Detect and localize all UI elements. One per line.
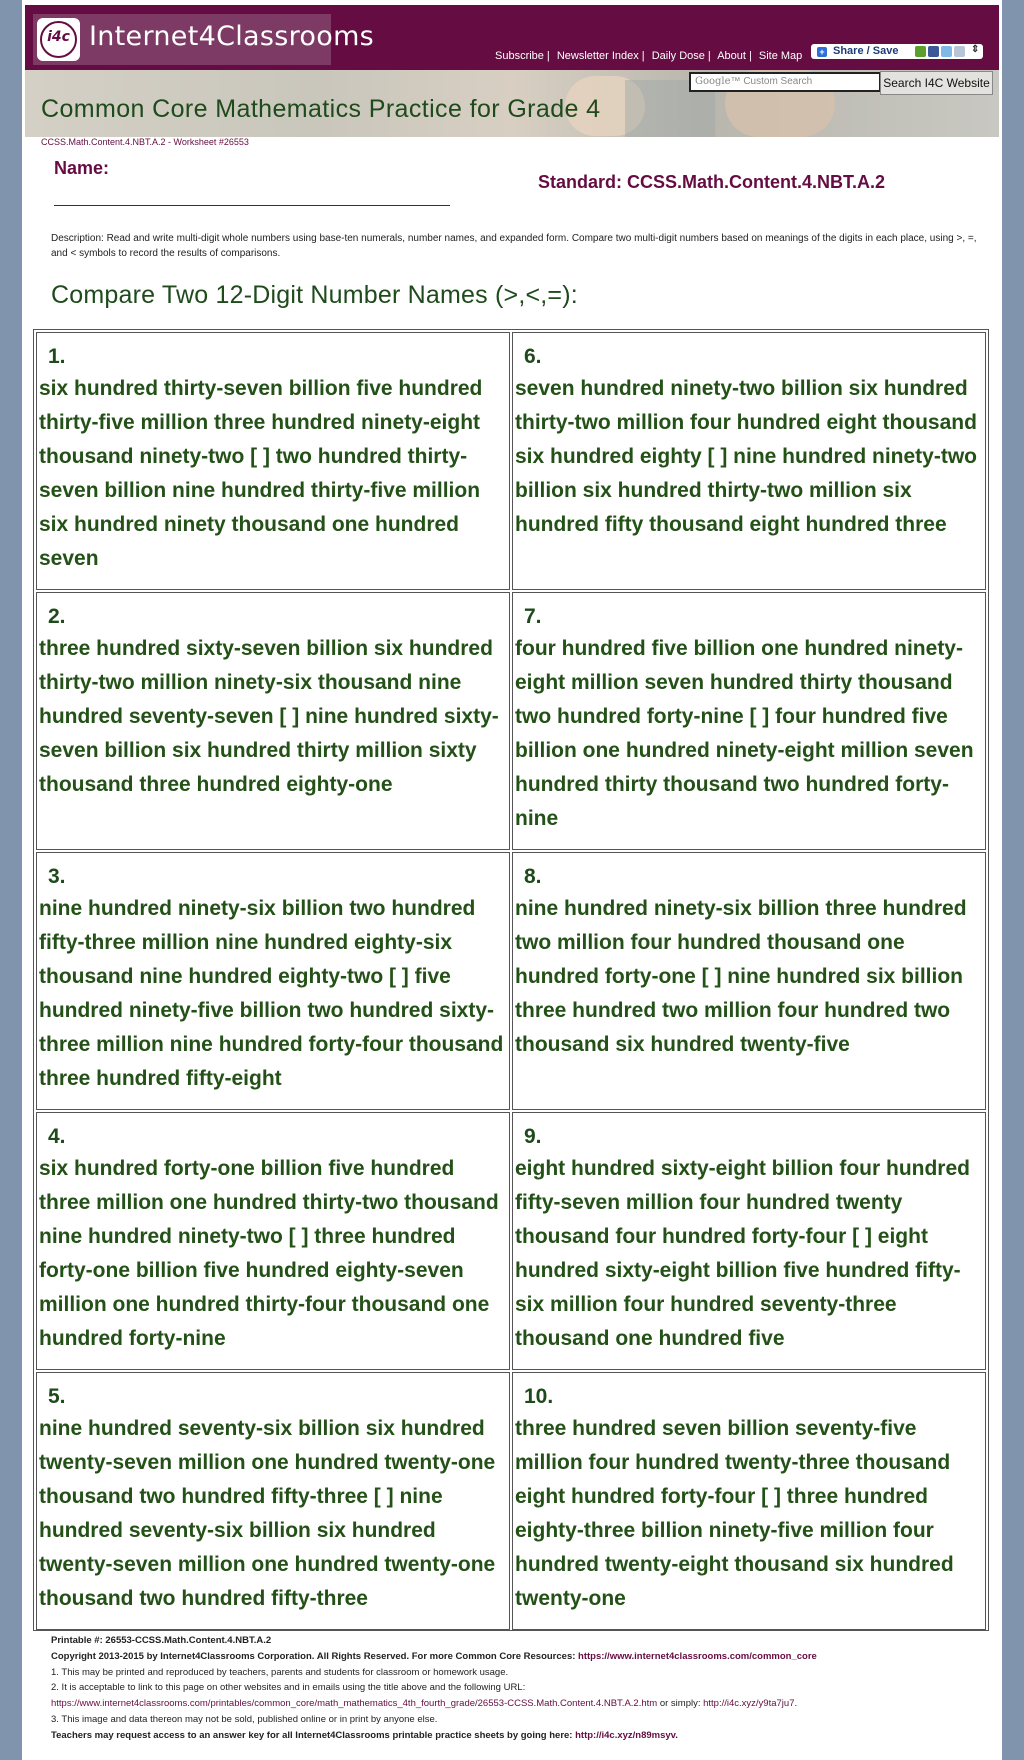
logo-text: Internet4Classrooms bbox=[89, 21, 375, 52]
description: Description: Read and write multi-digit whole numbers using base-ten numerals, number names, and expanded form. Compare two multi-digit numbers based on meanings of the digits in each place, using >, =, and < symbols to record the results of comparisons. bbox=[51, 233, 977, 259]
facebook-icon[interactable] bbox=[928, 46, 939, 57]
problem-number: 3. bbox=[48, 865, 66, 888]
problem-text: six hundred thirty-seven billion five hundred thirty-five million three hundred ninety-eight thousand ninety-two [ ] two hundred thirty-seven billion nine hundred thirty-five million six hundred ninety thousand one hundred seven bbox=[39, 377, 483, 570]
copyright-text: Copyright 2013-2015 by Internet4Classrooms Corporation. All Rights Reserved. For more Common Core Resources: bbox=[51, 1650, 576, 1662]
printable-number: Printable #: 26553-CCSS.Math.Content.4.NBT.A.2 bbox=[51, 1635, 272, 1646]
problem-number: 7. bbox=[524, 605, 542, 628]
problem-cell bbox=[512, 332, 986, 590]
problem-text: four hundred five billion one hundred ninety-eight million seven hundred thirty thousand two hundred forty-nine [ ] four hundred five billion one hundred ninety-eight million seven hundred thirty thousand two hundred forty-nine bbox=[515, 637, 974, 830]
share-plus-icon: + bbox=[817, 47, 827, 57]
problem-number: 5. bbox=[48, 1385, 66, 1408]
problem-text: three hundred seven billion seventy-five million four hundred twenty-three thousand eight hundred forty-four [ ] three hundred eighty-three billion ninety-five million four hundred twenty-eight thousand six hundred twenty-one bbox=[515, 1417, 954, 1610]
usage-note-3: 3. This image and data thereon may not be sold, published online or in print by anyone else. bbox=[51, 1713, 438, 1725]
problem-number: 8. bbox=[524, 865, 542, 888]
answer-key-text: Teachers may request access to an answer key for all Internet4Classrooms printable practice sheets by going here: bbox=[51, 1729, 573, 1741]
google-logo: Google bbox=[695, 76, 731, 87]
problem-number: 4. bbox=[48, 1125, 66, 1148]
site-header bbox=[25, 5, 999, 70]
nav-site-map[interactable]: Site Map bbox=[758, 50, 803, 62]
site-search-input[interactable]: Google™ Custom Search bbox=[689, 72, 881, 92]
problem-cell bbox=[36, 1372, 510, 1630]
site-logo[interactable] bbox=[33, 14, 375, 65]
nav-daily-dose[interactable]: Daily Dose bbox=[651, 50, 705, 62]
problem-cell bbox=[36, 852, 510, 1110]
problem-cell bbox=[512, 852, 986, 1110]
problem-text: nine hundred ninety-six billion two hundred fifty-three million nine hundred eighty-six thousand nine hundred eighty-two [ ] five hundred ninety-five billion two hundred sixty-three million nine hundred forty-four thousand three hundred fifty-eight bbox=[39, 897, 504, 1090]
share-save-button[interactable] bbox=[811, 44, 983, 59]
usage-note-2: 2. It is acceptable to link to this page on other websites and in emails using the title above and the following URL: bbox=[51, 1682, 526, 1694]
twitter-icon[interactable] bbox=[941, 46, 952, 57]
problem-cell bbox=[512, 1372, 986, 1630]
share-dropdown-icon[interactable]: ⇕ bbox=[971, 44, 980, 55]
usage-note-1: 1. This may be printed and reproduced by teachers, parents and students for classroom or homework usage. bbox=[51, 1666, 509, 1678]
problem-number: 6. bbox=[524, 345, 542, 368]
nav-newsletter-index[interactable]: Newsletter Index bbox=[556, 50, 639, 62]
problem-number: 10. bbox=[524, 1385, 554, 1408]
share-label: Share / Save bbox=[833, 45, 899, 57]
problem-number: 1. bbox=[48, 345, 66, 368]
logo-badge-text: i4c bbox=[47, 29, 70, 45]
problem-text: nine hundred ninety-six billion three hundred two million four hundred thousand one hundred forty-one [ ] nine hundred six billion three hundred two million four hundred two thousand six hundred twenty-five bbox=[515, 897, 967, 1056]
url-line: https://www.internet4classrooms.com/printables/common_core/math_mathematics_4th_fourth_grade/26553-CCSS.Math.Content.4.NBT.A.2.htm or simply: http://i4c.xyz/y9ta7ju7. bbox=[51, 1698, 798, 1710]
top-navigation: Subscribe | Newsletter Index | Daily Dose | About | Site Map bbox=[495, 50, 803, 62]
problem-text: three hundred sixty-seven billion six hundred thirty-two million ninety-six thousand nine hundred seventy-seven [ ] nine hundred sixty-seven billion six hundred thirty million sixty thousand three hundred eighty-one bbox=[39, 637, 499, 796]
worksheet-id: CCSS.Math.Content.4.NBT.A.2 - Worksheet #26553 bbox=[41, 137, 249, 147]
problem-cell bbox=[36, 1112, 510, 1370]
copyright-line bbox=[51, 1649, 991, 1665]
problem-text: nine hundred seventy-six billion six hundred twenty-seven million one hundred twenty-one thousand two hundred fifty-three [ ] nine hundred seventy-six billion six hundred twenty-seven million one hundred twenty-one thousand two hundred fifty-three bbox=[39, 1417, 496, 1610]
problem-number: 9. bbox=[524, 1125, 542, 1148]
nav-about[interactable]: About bbox=[717, 50, 746, 62]
standard-label: Standard: CCSS.Math.Content.4.NBT.A.2 bbox=[538, 172, 886, 192]
problem-cell bbox=[512, 1112, 986, 1370]
common-core-link[interactable]: https://www.internet4classrooms.com/common_core bbox=[578, 1650, 817, 1662]
problem-number: 2. bbox=[48, 605, 66, 628]
search-button[interactable]: Search I4C Website bbox=[880, 71, 993, 95]
page-container bbox=[22, 0, 1002, 1760]
name-write-line bbox=[54, 205, 450, 206]
problem-text: seven hundred ninety-two billion six hundred thirty-two million four hundred eight thousand six hundred eighty [ ] nine hundred ninety-two billion six hundred thirty-two million six hundred fifty thousand eight hundred three bbox=[515, 377, 977, 536]
problem-text: eight hundred sixty-eight billion four hundred fifty-seven million four hundred twenty thousand four hundred forty-four [ ] eight hundred sixty-eight billion five hundred fifty-six million four hundred seventy-three thousand one hundred five bbox=[515, 1157, 970, 1350]
i4c-logo-icon bbox=[37, 18, 80, 61]
problem-text: six hundred forty-one billion five hundred three million one hundred thirty-two thousand nine hundred ninety-two [ ] three hundred forty-one billion five hundred eighty-seven million one hundred thirty-four thousand one hundred forty-nine bbox=[39, 1157, 499, 1350]
short-url-link[interactable]: http://i4c.xyz/y9ta7ju7 bbox=[703, 1698, 795, 1710]
answer-key-line: Teachers may request access to an answer key for all Internet4Classrooms printable practice sheets by going here: http://i4c.xyz/n89msyv. bbox=[51, 1729, 678, 1741]
section-title: Compare Two 12-Digit Number Names (>,<,=): bbox=[51, 281, 578, 309]
page-url-link[interactable]: https://www.internet4classrooms.com/printables/common_core/math_mathematics_4th_fourth_grade/26553-CCSS.Math.Content.4.NBT.A.2.htm bbox=[51, 1698, 658, 1710]
name-label: Name: bbox=[54, 158, 110, 178]
url-or-text: or simply: bbox=[659, 1698, 701, 1710]
footer bbox=[51, 1633, 991, 1744]
share-email-icon[interactable] bbox=[915, 46, 926, 57]
problem-cell bbox=[36, 592, 510, 850]
problem-cell bbox=[36, 332, 510, 590]
nav-subscribe[interactable]: Subscribe bbox=[495, 50, 544, 62]
search-placeholder: Custom Search bbox=[743, 76, 813, 87]
page-title: Common Core Mathematics Practice for Grade 4 bbox=[41, 95, 601, 123]
more-share-icon[interactable] bbox=[954, 46, 965, 57]
problem-cell bbox=[512, 592, 986, 850]
answer-key-link[interactable]: http://i4c.xyz/n89msyv bbox=[575, 1729, 676, 1741]
problem-grid bbox=[33, 329, 989, 1631]
